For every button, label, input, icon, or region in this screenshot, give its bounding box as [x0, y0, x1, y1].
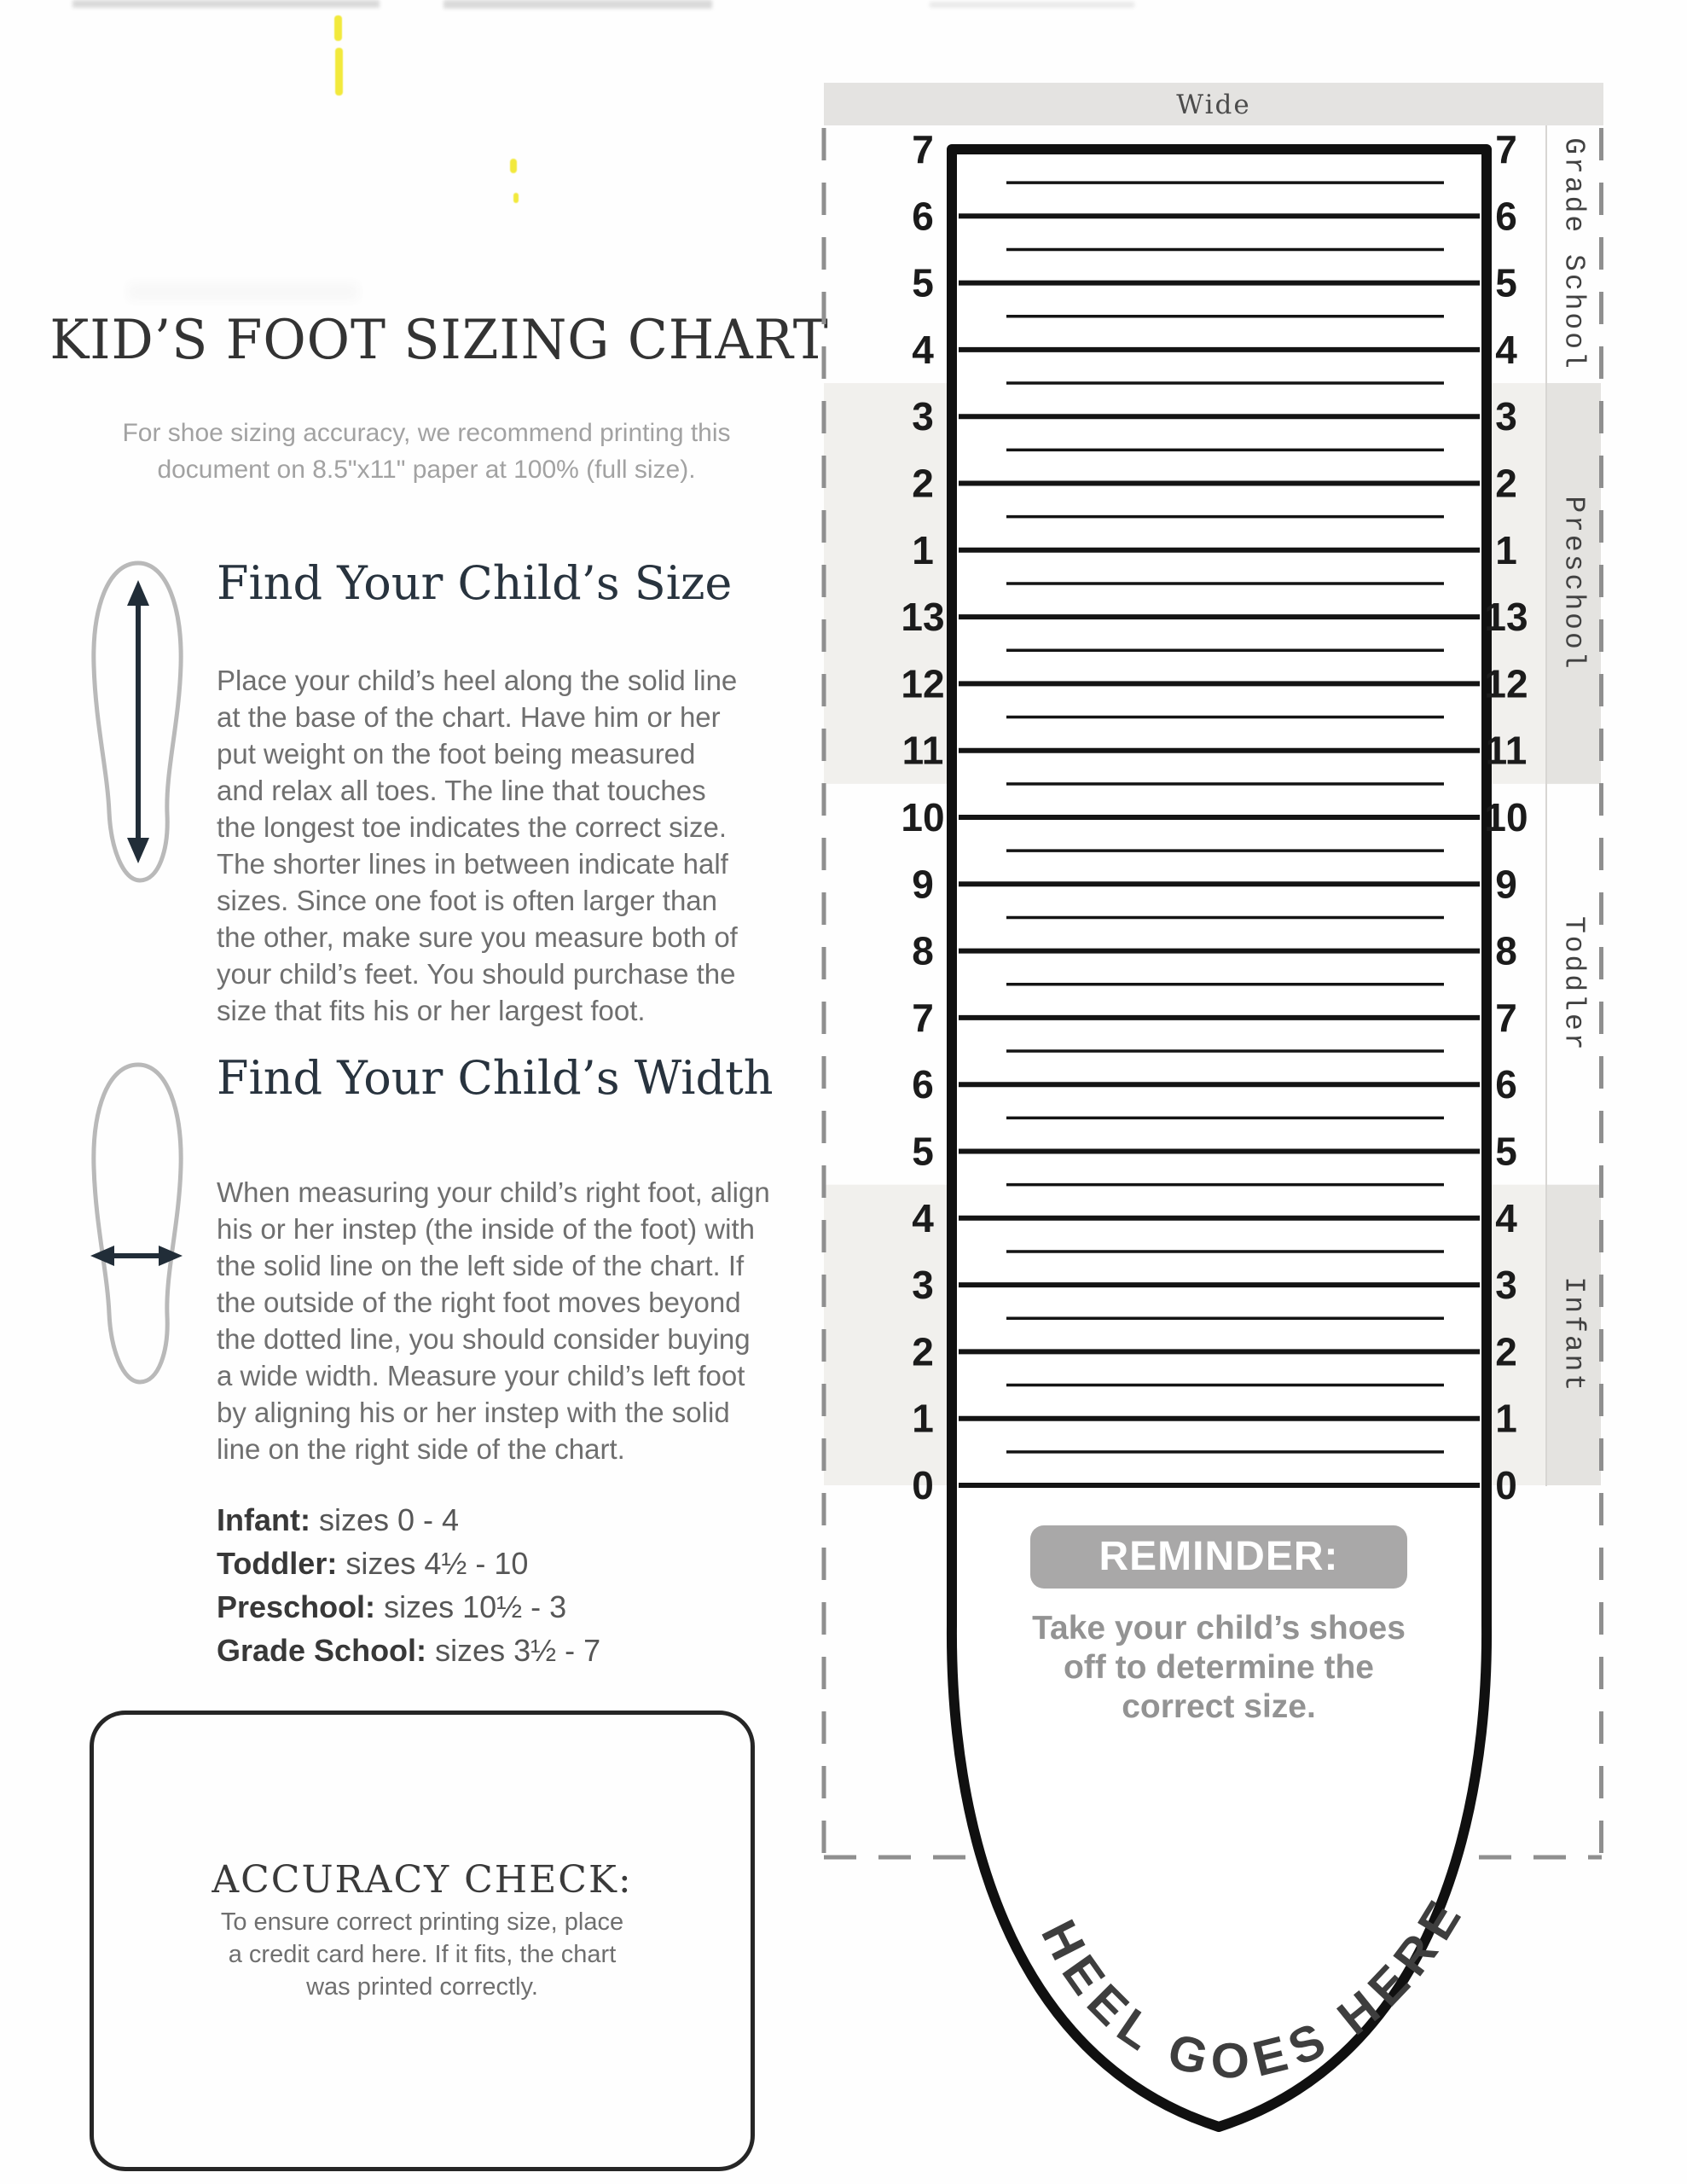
- size-number-right: 7: [1495, 995, 1517, 1040]
- size-number-right: 2: [1495, 461, 1517, 506]
- section-size-heading: Find Your Child’s Size: [217, 556, 733, 610]
- size-number-right: 1: [1495, 527, 1517, 572]
- size-number-left: 7: [912, 127, 934, 171]
- print-note-line1: For shoe sizing accuracy, we recommend printing this: [122, 419, 731, 447]
- size-number-left: 1: [912, 527, 934, 572]
- size-number-left: 2: [912, 461, 934, 506]
- size-number-right: 10: [1484, 795, 1528, 839]
- size-paragraph-line: your child’s feet. You should purchase the: [217, 958, 736, 990]
- section-width-heading: Find Your Child’s Width: [217, 1051, 774, 1105]
- size-paragraph-line: put weight on the foot being measured: [217, 738, 696, 770]
- page-title: KID’S FOOT SIZING CHART: [49, 309, 829, 372]
- size-paragraph-line: Place your child’s heel along the solid line: [217, 665, 738, 696]
- size-number-left: 3: [912, 1263, 934, 1308]
- size-number-right: 5: [1495, 260, 1517, 305]
- width-paragraph-line: the dotted line, you should consider buying: [217, 1323, 751, 1355]
- width-paragraph-line: by aligning his or her instep with the solid: [217, 1397, 730, 1428]
- size-number-left: 11: [901, 728, 944, 773]
- width-paragraph-line: the outside of the right foot moves beyond: [217, 1287, 741, 1318]
- size-number-right: 1: [1495, 1396, 1517, 1441]
- age-group-label: Preschool: [1557, 496, 1590, 671]
- size-paragraph-line: the longest toe indicates the correct size.: [217, 811, 727, 843]
- width-paragraph-line: When measuring your child’s right foot, align: [217, 1176, 770, 1208]
- size-number-left: 9: [912, 862, 934, 907]
- width-paragraph-line: a wide width. Measure your child’s left foot: [217, 1360, 745, 1391]
- wide-band-label: Wide: [1176, 90, 1251, 120]
- size-number-right: 12: [1484, 661, 1528, 706]
- size-paragraph-line: and relax all toes. The line that touches: [217, 775, 706, 806]
- reminder-text: [980, 1609, 1458, 1727]
- size-number-left: 1: [912, 1396, 934, 1441]
- age-group-label: Toddler: [1557, 915, 1590, 1053]
- size-number-right: 11: [1485, 728, 1528, 773]
- size-number-left: 5: [912, 1129, 934, 1174]
- age-group-label: Infant: [1557, 1276, 1590, 1394]
- size-number-left: 8: [912, 928, 934, 973]
- size-number-right: 13: [1484, 595, 1528, 640]
- size-number-left: 6: [912, 1062, 934, 1107]
- size-paragraph-line: at the base of the chart. Have him or her: [217, 701, 721, 733]
- accuracy-line: To ensure correct printing size, place: [220, 1908, 624, 1936]
- size-number-left: 10: [901, 795, 945, 839]
- age-group-label: Grade School: [1557, 137, 1590, 371]
- size-range-value: sizes 10½ - 3: [384, 1589, 567, 1624]
- size-range-label: Infant:: [217, 1502, 310, 1537]
- size-number-left: 0: [912, 1463, 934, 1507]
- size-number-left: 3: [912, 394, 934, 439]
- reminder-line: off to determine the: [1063, 1649, 1374, 1686]
- size-number-right: 4: [1495, 1195, 1517, 1240]
- size-number-right: 7: [1495, 127, 1517, 171]
- reminder-line: correct size.: [1122, 1688, 1316, 1725]
- size-number-left: 12: [901, 661, 945, 706]
- zone-shade-left: [824, 383, 947, 784]
- size-number-left: 5: [912, 260, 934, 305]
- size-number-right: 9: [1495, 862, 1517, 907]
- size-number-right: 6: [1495, 194, 1517, 239]
- size-paragraph-line: size that fits his or her largest foot.: [217, 995, 646, 1026]
- size-paragraph-line: sizes. Since one foot is often larger than: [217, 885, 718, 916]
- size-number-left: 4: [912, 327, 934, 372]
- size-number-right: 3: [1495, 1263, 1517, 1308]
- foot-outline: [952, 149, 1487, 2127]
- size-range-label: Toddler:: [217, 1546, 338, 1581]
- width-paragraph-line: his or her instep (the inside of the foot) with: [217, 1213, 755, 1245]
- size-range-value: sizes 4½ - 10: [345, 1546, 529, 1581]
- size-number-right: 0: [1495, 1463, 1517, 1507]
- size-range-label: Preschool:: [217, 1589, 376, 1624]
- size-number-left: 7: [912, 995, 934, 1040]
- accuracy-line: was printed correctly.: [306, 1973, 538, 2001]
- reminder-line: Take your child’s shoes: [1032, 1610, 1406, 1647]
- print-note-line2: document on 8.5"x11" paper at 100% (full size).: [157, 456, 696, 484]
- size-number-left: 2: [912, 1329, 934, 1374]
- size-number-left: 4: [912, 1195, 934, 1240]
- size-range-value: sizes 3½ - 7: [435, 1633, 601, 1668]
- accuracy-line: a credit card here. If it fits, the chart: [228, 1941, 617, 1968]
- size-number-left: 6: [912, 194, 934, 239]
- size-paragraph-line: the other, make sure you measure both of: [217, 921, 738, 953]
- width-paragraph-line: the solid line on the left side of the chart. If: [217, 1250, 745, 1281]
- reminder-badge: REMINDER:: [1030, 1525, 1407, 1589]
- zone-shade-right: [1492, 383, 1546, 784]
- accuracy-check-title: ACCURACY CHECK:: [212, 1858, 633, 1902]
- size-number-right: 6: [1495, 1062, 1517, 1107]
- size-range-label: Grade School:: [217, 1633, 427, 1668]
- size-number-right: 4: [1495, 327, 1517, 372]
- size-number-right: 5: [1495, 1129, 1517, 1174]
- size-number-left: 13: [901, 595, 945, 640]
- width-paragraph-line: line on the right side of the chart.: [217, 1433, 625, 1465]
- size-paragraph-line: The shorter lines in between indicate half: [217, 848, 728, 880]
- size-number-right: 8: [1495, 928, 1517, 973]
- size-range-value: sizes 0 - 4: [318, 1502, 460, 1537]
- heel-goes-here-label: HEEL GOES HERE: [1030, 1885, 1476, 2089]
- size-number-right: 2: [1495, 1329, 1517, 1374]
- size-number-right: 3: [1495, 394, 1517, 439]
